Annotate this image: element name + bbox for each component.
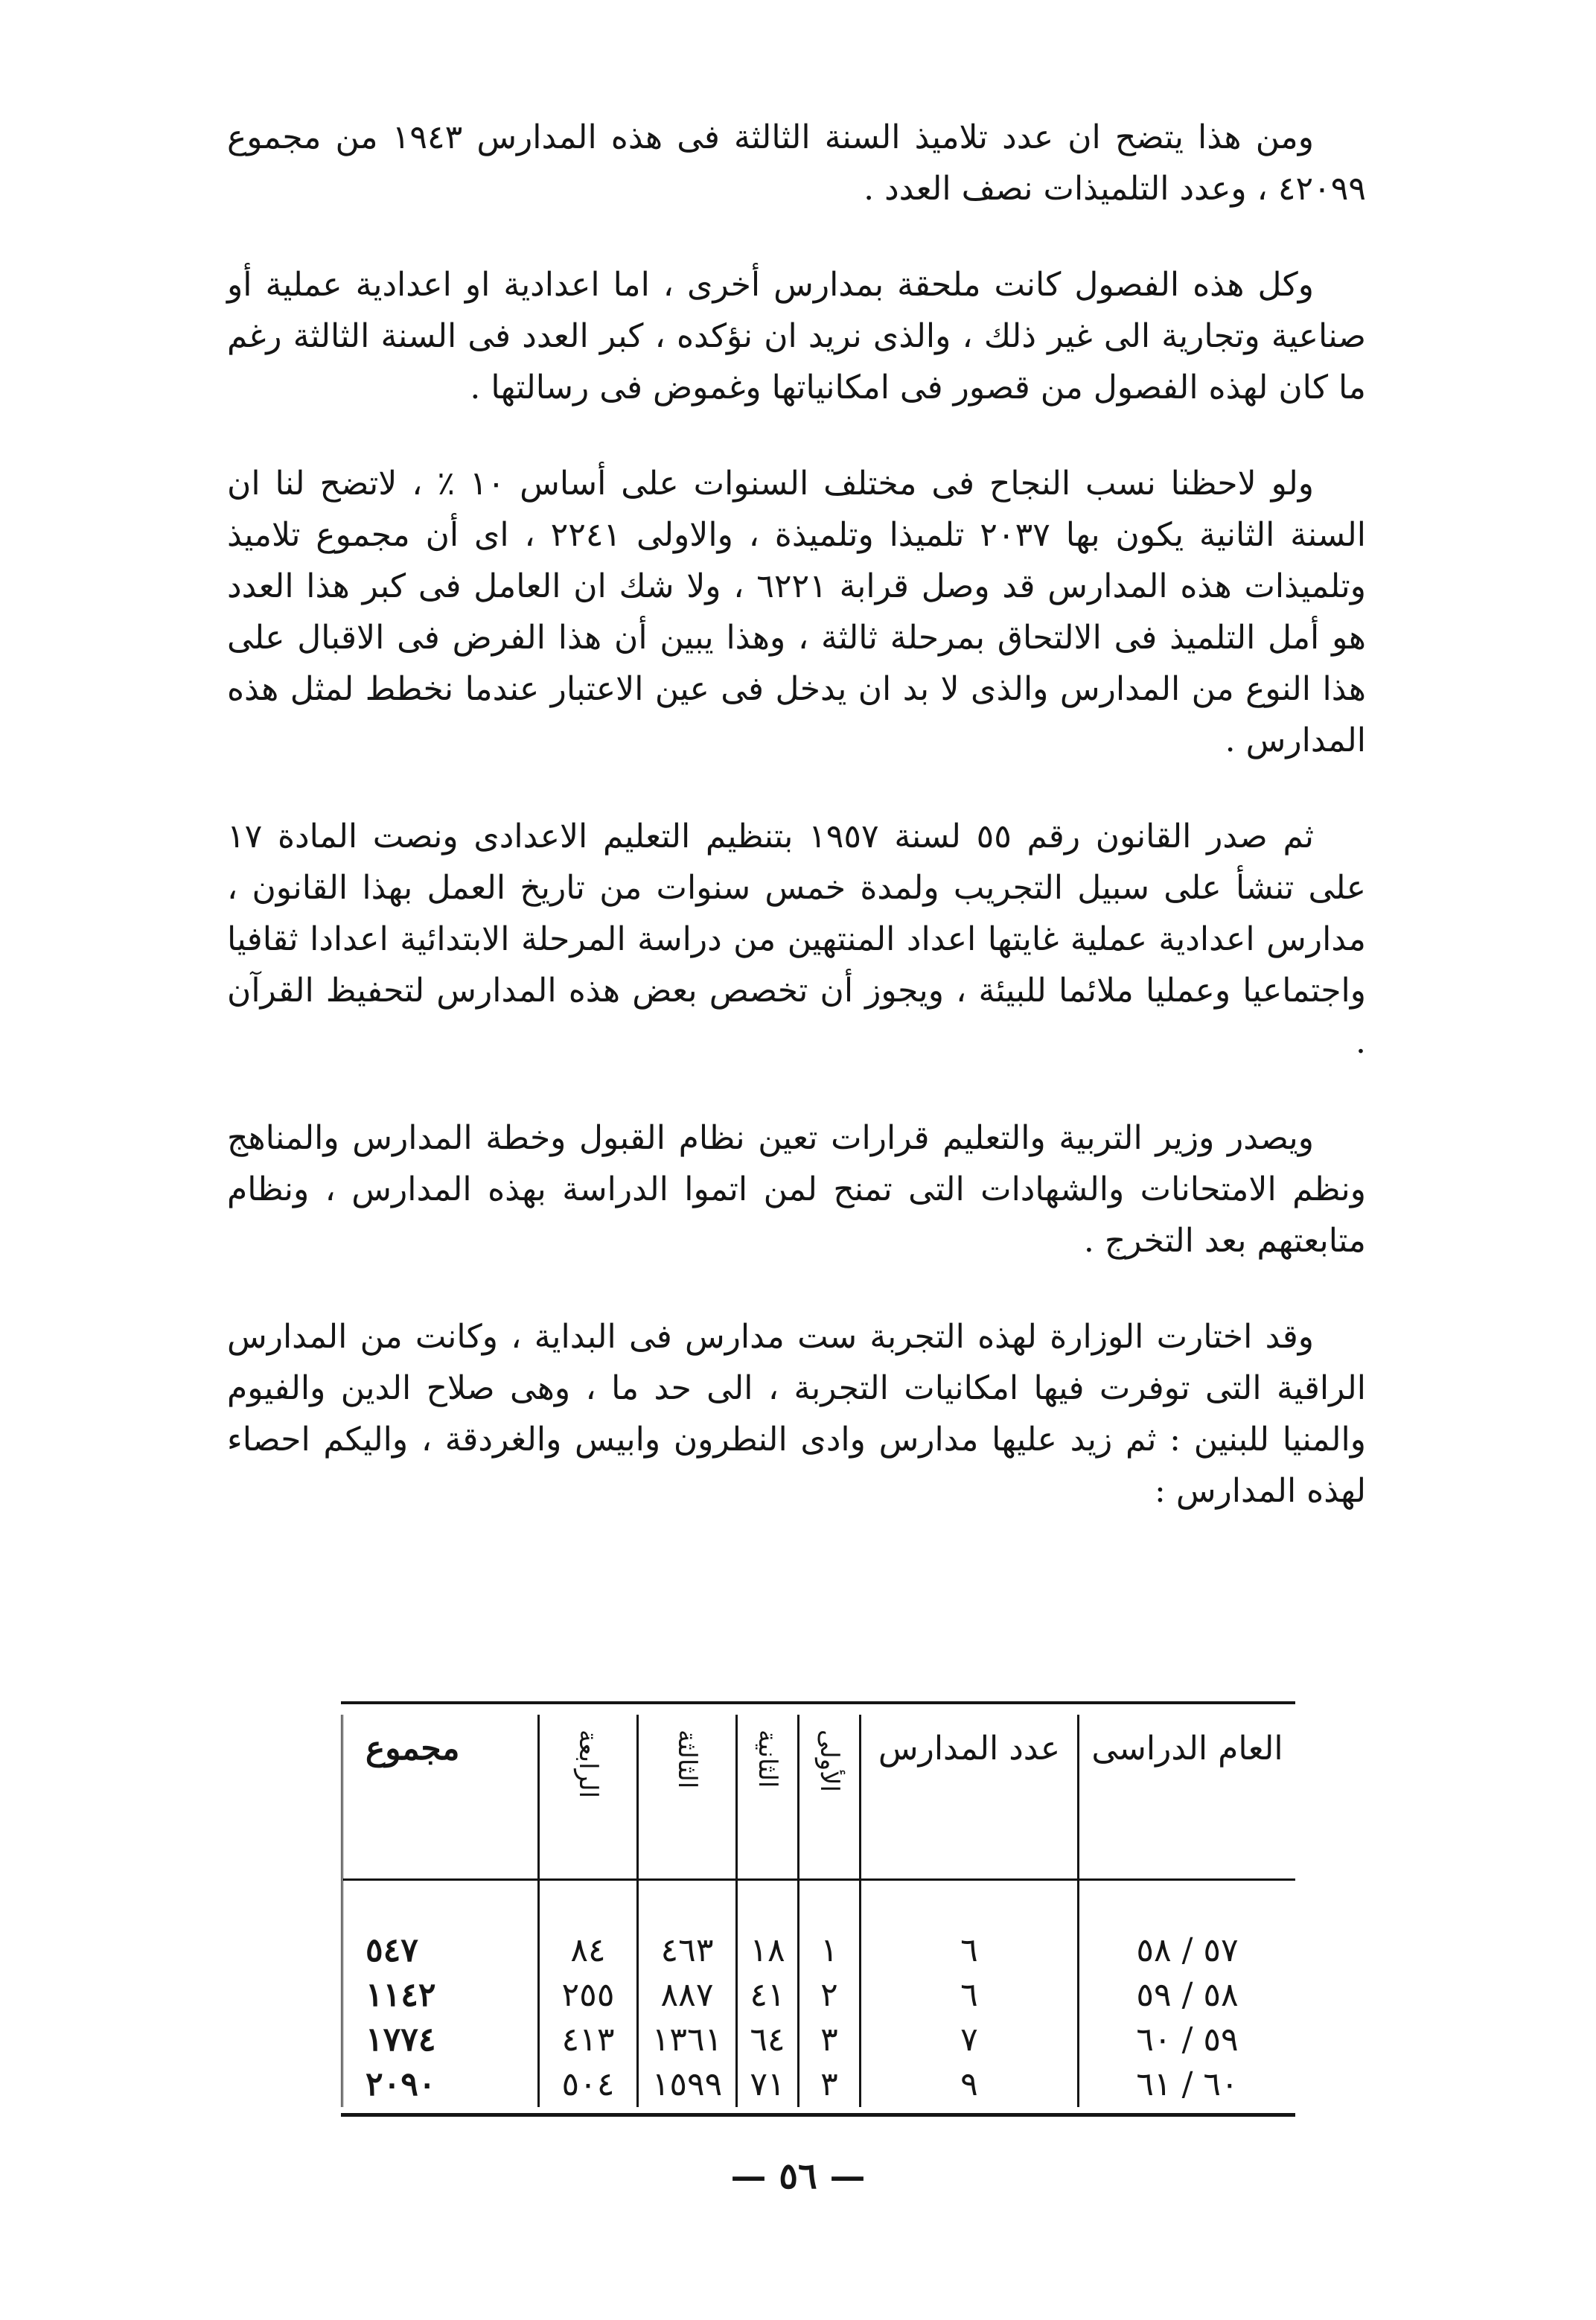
cell-y1: ٣: [799, 2062, 861, 2107]
table-header-row: [342, 1715, 1296, 1880]
table-row: [342, 2062, 1296, 2107]
page-number: — ٥٦ —: [730, 2155, 866, 2197]
cell-y2: ٧١: [737, 2062, 799, 2107]
cell-y2: ٤١: [737, 1973, 799, 2018]
header-total: مجموع: [342, 1715, 539, 1880]
header-year-1-label: الأولى: [814, 1730, 844, 1792]
cell-y2: ٦٤: [737, 2018, 799, 2062]
cell-total: ١١٤٢: [342, 1973, 539, 2018]
header-schools: عدد المدارس: [861, 1715, 1079, 1880]
header-year-3-label: الثالثة: [672, 1730, 702, 1789]
header-year-1: [799, 1715, 861, 1880]
cell-y1: ٣: [799, 2018, 861, 2062]
body-text: [227, 112, 1366, 1561]
paragraph-2: وكل هذه الفصول كانت ملحقة بمدارس أخرى ، اما اعدادية او اعدادية عملية أو صناعية وتجارية الى غير ذلك ، والذى نريد ان نؤكده ، كبر العدد فى السنة الثالثة رغم ما كان لهذه الفصول من قصور فى امكانياتها وغموض فى رسالتها .: [227, 266, 1366, 407]
cell-year: ٥٩ / ٦٠: [1079, 2018, 1296, 2062]
cell-year: ٦٠ / ٦١: [1079, 2062, 1296, 2107]
paragraph-3: ولو لاحظنا نسب النجاح فى مختلف السنوات على أساس ١٠ ٪ ، لاتضح لنا ان السنة الثانية يكون بها ٢٠٣٧ تلميذا وتلميذة ، والاولى ٢٢٤١ ، اى أن مجموع تلاميذ وتلميذات هذه المدارس قد وصل قرابة ٦٢٢١ ، ولا شك ان العامل فى كبر هذا العدد هو أمل التلميذ فى الالتحاق بمرحلة ثالثة ، وهذا يبين أن هذا الفرض فى الاقبال على هذا النوع من المدارس والذى لا بد ان يدخل فى عين الاعتبار عندما نخطط لمثل هذه المدارس .: [227, 465, 1366, 759]
cell-y4: ٢٥٥: [539, 1973, 638, 2018]
cell-schools: ٧: [861, 2018, 1079, 2062]
paragraph-6: وقد اختارت الوزارة لهذه التجربة ست مدارس فى البداية ، وكانت من المدارس الراقية التى توفرت فيها امكانيات التجربة ، الى حد ما ، وهى صلاح الدين والفيوم والمنيا للبنين : ثم زيد عليها مدارس وادى النطرون وابيس والغردقة ، واليكم احصاء لهذه المدارس :: [227, 1318, 1366, 1510]
statistics-table: [341, 1715, 1295, 2107]
cell-y3: ٨٨٧: [638, 1973, 737, 2018]
cell-y3: ١٣٦١: [638, 2018, 737, 2062]
cell-total: ٥٤٧: [342, 1880, 539, 1974]
header-year: العام الدراسى: [1079, 1715, 1296, 1880]
cell-y4: ٥٠٤: [539, 2062, 638, 2107]
cell-y2: ١٨: [737, 1880, 799, 1974]
cell-y1: ١: [799, 1880, 861, 1974]
cell-total: ١٧٧٤: [342, 2018, 539, 2062]
paragraph-5: ويصدر وزير التربية والتعليم قرارات تعين نظام القبول وخطة المدارس والمناهج ونظم الامتحانات والشهادات التى تمنح لمن اتموا الدراسة بهذه المدارس ، ونظام متابعتهم بعد التخرج .: [227, 1119, 1366, 1260]
cell-y4: ٨٤: [539, 1880, 638, 1974]
header-year-2-label: الثانية: [753, 1730, 782, 1788]
cell-schools: ٦: [861, 1973, 1079, 2018]
cell-year: ٥٨ / ٥٩: [1079, 1973, 1296, 2018]
cell-y1: ٢: [799, 1973, 861, 2018]
table-top-rule: [341, 1701, 1295, 1704]
header-year-3: [638, 1715, 737, 1880]
cell-y3: ١٥٩٩: [638, 2062, 737, 2107]
statistics-table-wrapper: [341, 1701, 1295, 2117]
cell-y4: ٤١٣: [539, 2018, 638, 2062]
cell-year: ٥٧ / ٥٨: [1079, 1880, 1296, 1974]
table-row: [342, 1880, 1296, 1974]
cell-total: ٢٠٩٠: [342, 2062, 539, 2107]
table-row: [342, 2018, 1296, 2062]
table-row: [342, 1973, 1296, 2018]
header-year-2: [737, 1715, 799, 1880]
paragraph-4: ثم صدر القانون رقم ٥٥ لسنة ١٩٥٧ بتنظيم التعليم الاعدادى ونصت المادة ١٧ على تنشأ على سبيل التجريب ولمدة خمس سنوات من تاريخ العمل بهذا القانون ، مدارس اعدادية عملية غايتها اعداد المنتهين من دراسة المرحلة الابتدائية اعدادا ثقافيا واجتماعيا وعمليا ملائما للبيئة ، ويجوز أن تخصص بعض هذه المدارس لتحفيظ القرآن .: [227, 818, 1366, 1061]
paragraph-1: ومن هذا يتضح ان عدد تلاميذ السنة الثالثة فى هذه المدارس ١٩٤٣ من مجموع ٤٢٠٩٩ ، وعدد التلميذات نصف العدد .: [227, 118, 1366, 208]
header-year-4-label: الرابعة: [573, 1730, 603, 1799]
cell-schools: ٦: [861, 1880, 1079, 1974]
cell-schools: ٩: [861, 2062, 1079, 2107]
cell-y3: ٤٦٣: [638, 1880, 737, 1974]
table-bottom-rule: [341, 2113, 1295, 2117]
header-year-4: [539, 1715, 638, 1880]
